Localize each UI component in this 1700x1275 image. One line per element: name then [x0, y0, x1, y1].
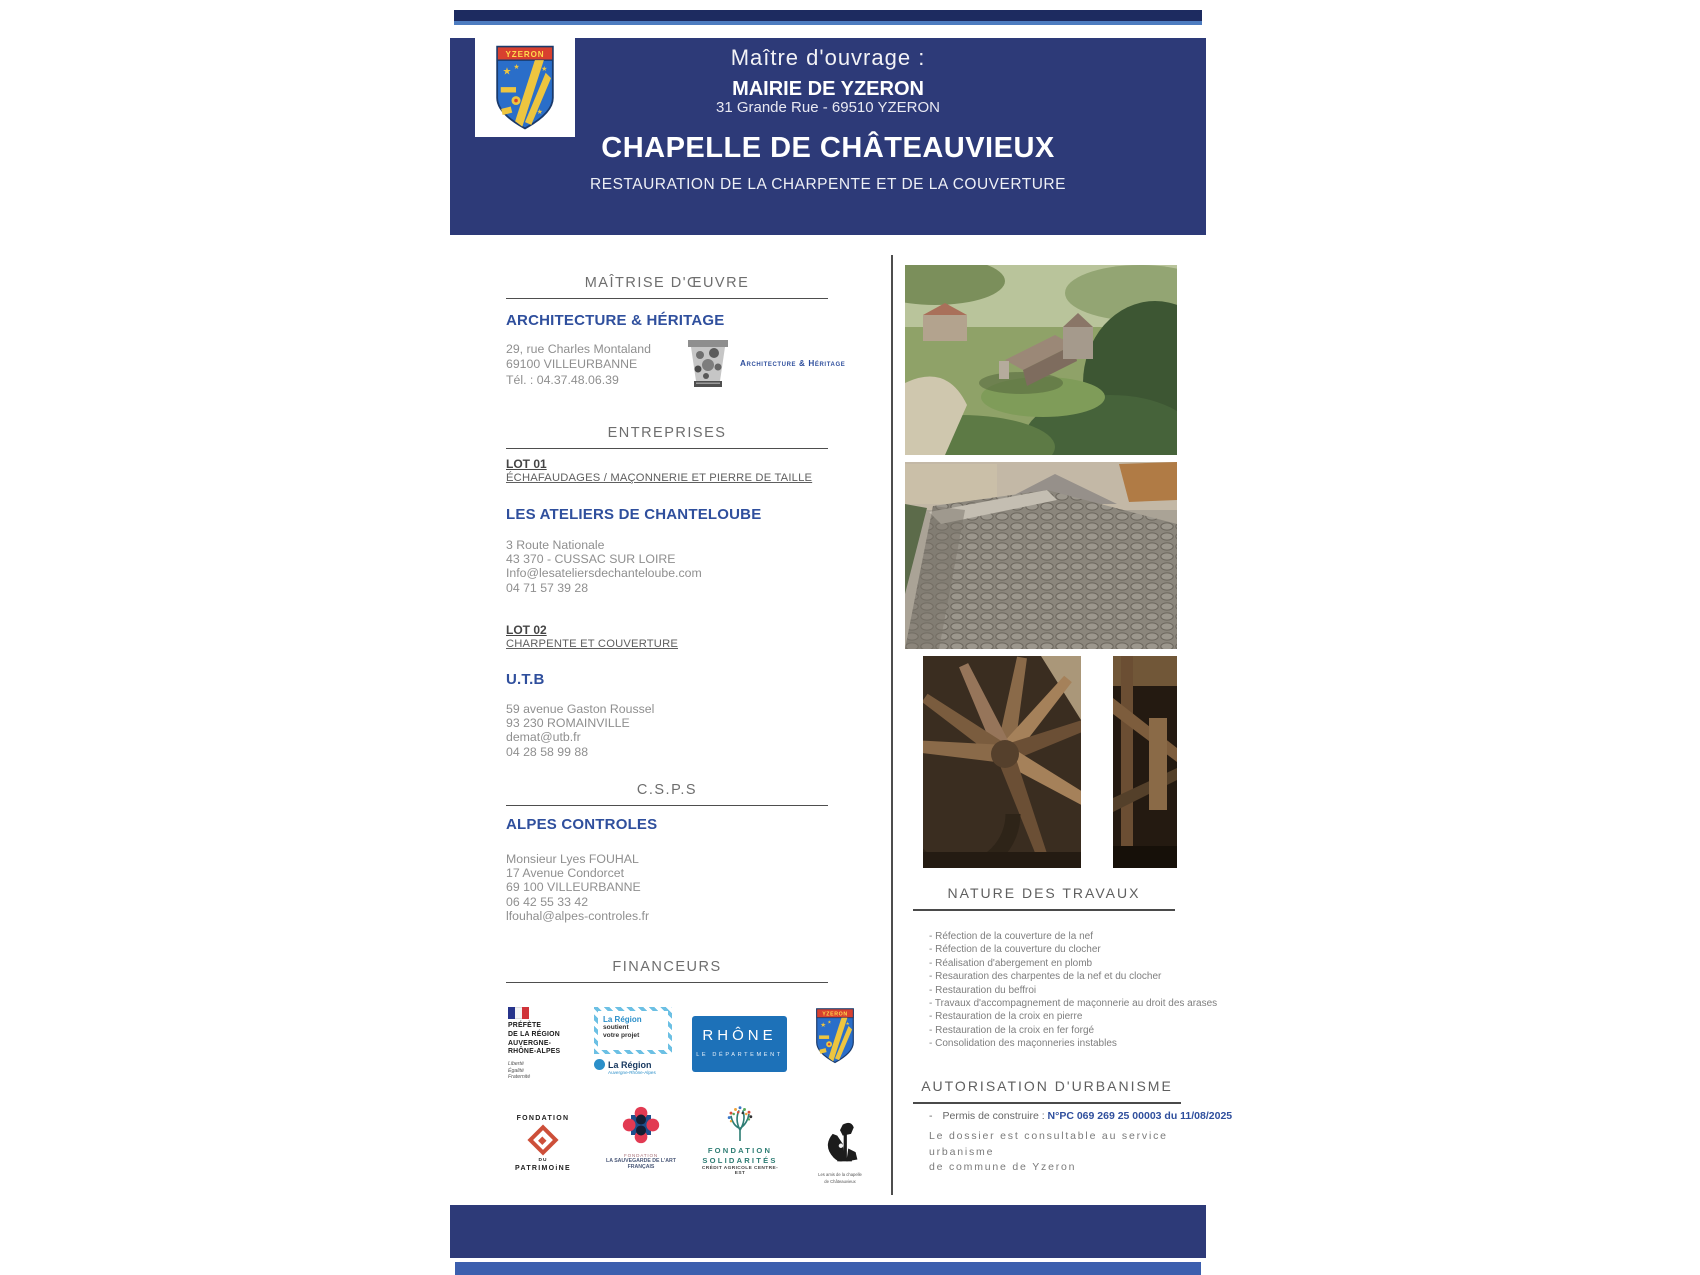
- permit-label: Permis de construire :: [942, 1110, 1045, 1122]
- logo-rhone-departement: RHÔNE LE DÉPARTEMENT: [692, 1016, 787, 1072]
- travaux-item: - Resauration des charpentes de la nef et du clocher: [929, 971, 1162, 983]
- permit-line: [929, 1110, 1232, 1122]
- aerial-chapel-image: [905, 265, 1177, 455]
- logo-la-region-aura: La Région soutient votre projet La Région Auvergne-Rhône-Alpes: [594, 1007, 672, 1075]
- panel-document: [450, 0, 1233, 1275]
- svg-text:★: ★: [536, 107, 544, 116]
- header-band: [450, 38, 1206, 235]
- photo-stone-roof: [905, 462, 1177, 649]
- owner-name: MAIRIE DE YZERON: [732, 78, 924, 100]
- address-line: 93 230 ROMAINVILLE: [506, 716, 630, 731]
- owner-address: 31 Grande Rue - 69510 YZERON: [715, 99, 940, 116]
- travaux-list: [929, 930, 1217, 1051]
- address-line: lfouhal@alpes-controles.fr: [506, 908, 650, 923]
- travaux-item: - Travaux d'accompagnement de maçonnerie au droit des arases: [929, 998, 1218, 1010]
- svg-text:YZERON: YZERON: [822, 1011, 848, 1018]
- address-line: 29, rue Charles Montaland: [506, 342, 651, 356]
- architecture-heritage-logo: [684, 339, 732, 389]
- lot1-address: [506, 538, 702, 595]
- timber-dark-image: [1113, 656, 1177, 868]
- sauvegarde-emblem-icon: [621, 1105, 661, 1145]
- address-line: 59 avenue Gaston Roussel: [506, 702, 655, 716]
- svg-text:★: ★: [820, 1022, 827, 1030]
- top-navy-bar: [454, 10, 1202, 21]
- lot1-label: LOT 01: [506, 457, 547, 471]
- travaux-item: - Réfection de la couverture du clocher: [929, 944, 1101, 956]
- csps-company-name: ALPES CONTROLES: [506, 816, 658, 833]
- project-title: CHAPELLE DE CHÂTEAUVIEUX: [601, 132, 1055, 164]
- architecture-heritage-logo-caption: Architecture & Héritage: [740, 359, 846, 368]
- top-accent-line: [454, 21, 1202, 25]
- footer-navy-band: [450, 1205, 1206, 1258]
- footer-accent-band: [455, 1262, 1201, 1275]
- address-line: demat@utb.fr: [506, 730, 581, 745]
- moe-address: [506, 342, 651, 388]
- left-column: [506, 235, 862, 1205]
- svg-text:★: ★: [827, 1019, 832, 1025]
- permit-number: N°PC 069 269 25 00003 du 11/08/2025: [1047, 1110, 1233, 1122]
- project-subtitle: RESTAURATION DE LA CHARPENTE ET DE LA COUVERTURE: [590, 176, 1066, 193]
- lot2-address: [506, 702, 654, 759]
- stone-roof-image: [905, 462, 1177, 649]
- region-dot-icon: [594, 1059, 605, 1070]
- travaux-item: - Restauration de la croix en fer forgé: [929, 1024, 1095, 1036]
- lot2-company-name: U.T.B: [506, 671, 545, 688]
- section-title-nature-travaux: NATURE DES TRAVAUX: [913, 885, 1175, 911]
- region-striped-box: La Région soutient votre projet: [594, 1007, 672, 1054]
- logo-amis-chapelle-chateauvieux: Les amis de la chapelle de Châteauvieux: [812, 1121, 868, 1184]
- section-title-maitrise-oeuvre: MAÎTRISE D'ŒUVRE: [506, 275, 828, 299]
- travaux-item: - Réfection de la couverture de la nef: [929, 931, 1093, 942]
- address-line: Info@lesateliersdechanteloube.com: [506, 566, 702, 581]
- financeurs-row-2: [506, 1103, 906, 1195]
- patrimoine-diamond-icon: [527, 1124, 558, 1155]
- yzeron-crest-icon: [812, 1007, 858, 1065]
- address-line: 43 370 - CUSSAC SUR LOIRE: [506, 552, 676, 567]
- address-line: Monsieur Lyes FOUHAL: [506, 852, 639, 866]
- moe-company-name: ARCHITECTURE & HÉRITAGE: [506, 312, 725, 329]
- tree-icon: [722, 1105, 758, 1141]
- svg-text:★: ★: [502, 66, 512, 78]
- french-flag-icon: [508, 1007, 529, 1019]
- address-line: 04 28 58 99 88: [506, 744, 589, 759]
- address-line: 17 Avenue Condorcet: [506, 866, 625, 881]
- address-line: Tél. : 04.37.48.06.39: [506, 372, 619, 387]
- address-line: 69 100 VILLEURBANNE: [506, 880, 641, 895]
- svg-text:★: ★: [845, 1020, 850, 1026]
- financeurs-row-1: [506, 1007, 906, 1083]
- section-title-csps: C.S.P.S: [506, 782, 828, 806]
- note-line: de commune de Yzeron: [929, 1161, 1077, 1173]
- lot2-label: LOT 02: [506, 623, 547, 637]
- lot2-scope: CHARPENTE ET COUVERTURE: [506, 638, 679, 650]
- photo-timber-frame-radial: [923, 656, 1081, 868]
- csps-address: [506, 852, 649, 923]
- logo-sauvegarde-art-francais: FONDATION LA SAUVEGARDE DE L'ART FRANÇAIS: [606, 1105, 676, 1171]
- address-line: 3 Route Nationale: [506, 538, 605, 552]
- photo-aerial-view-chapel: [905, 265, 1177, 455]
- travaux-item: - Réalisation d'abergement en plomb: [929, 957, 1093, 969]
- section-title-autorisation-urbanisme: AUTORISATION D'URBANISME: [913, 1078, 1181, 1104]
- photo-timber-frame-dark: [1113, 656, 1177, 868]
- section-title-entreprises: ENTREPRISES: [506, 425, 828, 449]
- permit-note: [929, 1129, 1190, 1176]
- travaux-item: - Restauration de la croix en pierre: [929, 1011, 1083, 1023]
- svg-text:★: ★: [541, 64, 548, 73]
- section-title-financeurs: FINANCEURS: [506, 959, 828, 983]
- note-line: Le dossier est consultable au service urbanisme: [929, 1130, 1168, 1158]
- address-line: 06 42 55 33 42: [506, 894, 589, 909]
- permit-bullet: -: [929, 1110, 933, 1122]
- logo-yzeron-crest: [812, 1007, 858, 1070]
- travaux-item: - Restauration du beffroi: [929, 984, 1037, 996]
- lot1-company-name: LES ATELIERS DE CHANTELOUBE: [506, 506, 762, 523]
- address-line: 69100 VILLEURBANNE: [506, 357, 638, 372]
- timber-radial-image: [923, 656, 1081, 868]
- moa-label: Maître d'ouvrage :: [730, 45, 926, 70]
- main-content: [450, 235, 1233, 1205]
- svg-text:★: ★: [513, 62, 520, 71]
- svg-text:YZERON: YZERON: [505, 49, 545, 59]
- stone-capital-icon: [684, 339, 732, 389]
- logo-fondation-du-patrimoine: FONDATION DU PATRIMOiNE: [515, 1115, 571, 1172]
- lot1-scope: ÉCHAFAUDAGES / MAÇONNERIE ET PIERRE DE TAILLE: [506, 472, 813, 484]
- logo-fondation-solidarites: FONDATION SOLIDARITÉS CRÉDIT AGRICOLE CENTRE-EST: [698, 1105, 782, 1176]
- logo-prefecture-region-aura: PRÉFÈTE DE LA RÉGION AUVERGNE- RHÔNE-ALPES Liberté Égalité Fraternité: [508, 1007, 560, 1081]
- address-line: 04 71 57 39 28: [506, 580, 589, 595]
- travaux-item: - Consolidation des maçonneries instables: [929, 1038, 1117, 1050]
- right-column: [905, 235, 1233, 1205]
- chapel-sketch-icon: [817, 1121, 863, 1165]
